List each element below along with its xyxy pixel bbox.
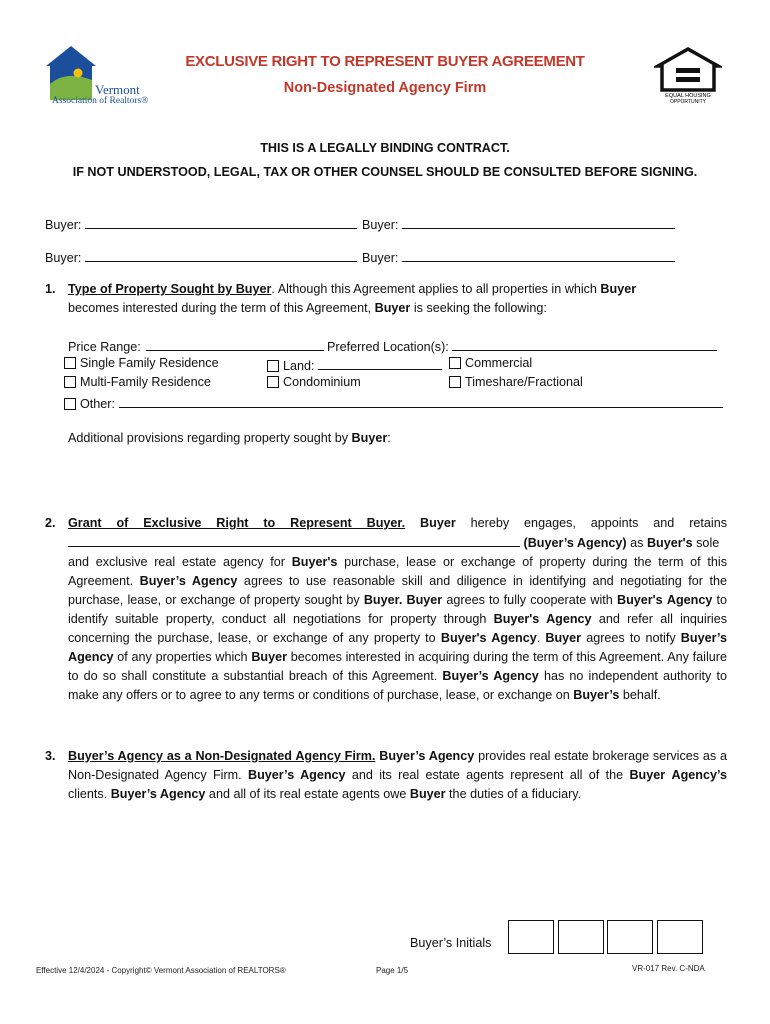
checkbox[interactable]	[449, 376, 461, 388]
buyer-field-1[interactable]	[45, 215, 357, 232]
preferred-location-label: Preferred Location(s):	[327, 340, 449, 354]
notice-line-1: THIS IS A LEGALLY BINDING CONTRACT.	[260, 141, 510, 155]
document-subtitle: Non-Designated Agency Firm	[283, 80, 487, 96]
buyer-label: Buyer:	[45, 251, 82, 265]
footer-effective: Effective 12/4/2024 - Copyright© Vermont Association of REALTORS®	[36, 966, 286, 975]
section-number: 2.	[45, 516, 56, 530]
checkbox[interactable]	[267, 376, 279, 388]
eho-text-1: EQUAL HOUSING	[665, 93, 711, 99]
checkbox[interactable]	[64, 398, 76, 410]
buyer-input-line[interactable]	[85, 215, 357, 229]
agency-name-line[interactable]	[68, 533, 520, 547]
section-heading: Type of Property Sought by Buyer	[68, 282, 272, 296]
section-3: 3. Buyer’s Agency as a Non-Designated Agency Firm. Buyer’s Agency provides real estate brokerage services as a Non-Designated Agency Firm. Buyer’s Agency and its real estate agents represent all of the Buyer Agency’s clients. Buyer’s Agency and all of its real estate agents owe Buyer the duties of a fiduciary.	[45, 749, 728, 801]
footer-page: Page 1/5	[376, 966, 409, 975]
buyer-input-line[interactable]	[402, 248, 675, 262]
buyer-input-line[interactable]	[402, 215, 675, 229]
option-other[interactable]: Other:	[64, 394, 723, 411]
section-number: 3.	[45, 749, 56, 763]
buyer-input-line[interactable]	[85, 248, 357, 262]
notice-line-2: IF NOT UNDERSTOOD, LEGAL, TAX OR OTHER COUNSEL SHOULD BE CONSULTED BEFORE SIGNING.	[72, 165, 698, 179]
checkbox[interactable]	[64, 357, 76, 369]
checkbox[interactable]	[267, 360, 279, 372]
logo-org-subname: Association of Realtors®	[52, 96, 149, 106]
price-range-field[interactable]	[68, 337, 324, 354]
section-1: 1. Type of Property Sought by Buyer. Although this Agreement applies to all properties in which Buyer becomes interested during the term of this Agreement, Buyer is seeking the following:	[45, 282, 637, 315]
section-heading: Buyer’s Agency as a Non-Designated Agency Firm.	[68, 749, 376, 763]
initial-box-2[interactable]	[558, 920, 604, 954]
price-range-line[interactable]	[146, 337, 324, 351]
land-line[interactable]	[318, 356, 442, 370]
section-heading: Grant of Exclusive Right to Represent Buyer.	[68, 516, 406, 530]
option-condominium[interactable]: Condominium	[267, 375, 361, 389]
buyer-field-4[interactable]	[362, 248, 675, 265]
option-single-family[interactable]: Single Family Residence	[64, 356, 219, 370]
checkbox[interactable]	[449, 357, 461, 369]
eho-text-2: OPPORTUNITY	[669, 99, 707, 104]
logo-org-name: Vermont	[95, 82, 140, 97]
buyer-field-2[interactable]	[362, 215, 675, 232]
buyer-label: Buyer:	[362, 251, 399, 265]
initial-box-1[interactable]	[508, 920, 554, 954]
buyers-initials-label: Buyer’s Initials	[410, 936, 492, 950]
other-line[interactable]	[119, 394, 723, 408]
price-range-label: Price Range:	[68, 340, 141, 354]
footer-form-id: VR-017 Rev. C-NDA	[632, 964, 705, 973]
option-timeshare[interactable]: Timeshare/Fractional	[449, 375, 583, 389]
option-commercial[interactable]: Commercial	[449, 356, 532, 370]
initial-box-3[interactable]	[607, 920, 653, 954]
option-land[interactable]: Land:	[267, 356, 442, 373]
checkbox[interactable]	[64, 376, 76, 388]
section-number: 1.	[45, 282, 56, 296]
buyer-field-3[interactable]	[45, 248, 357, 265]
document-title: EXCLUSIVE RIGHT TO REPRESENT BUYER AGREEMENT	[185, 53, 585, 70]
initial-box-4[interactable]	[657, 920, 703, 954]
preferred-location-line[interactable]	[452, 337, 717, 351]
buyer-label: Buyer:	[362, 218, 399, 232]
section-2: 2. Grant of Exclusive Right to Represent Buyer. Buyer hereby engages, appoints and retains (Buyer’s Agency) as Buyer's sole and exclusive real estate agency for Buyer's purchase, lease or exchange of property during the term of this Agreement. Buyer’s Agency agrees to use reasonable skill and diligence in identifying and negotiating for the purchase, lease, or exchange of property sought by Buyer. Buyer agrees to fully cooperate with Buyer's Agency to identify suitable property, conduct all negotiations for property through Buyer's Agency and refer all inquiries concerning the purchase, lease, or exchange of any property to Buyer's Agency. Buyer agrees to notify Buyer’s Agency of any properties which Buyer becomes interested in acquiring during the term of this Agreement. Any failure to do so shall constitute a substantial breach of this Agreement. Buyer’s Agency has no independent authority to make any offers or to agree to any terms or conditions of purchase, lease, or exchange on Buyer’s behalf.	[45, 516, 728, 702]
buyer-label: Buyer:	[45, 218, 82, 232]
option-multi-family[interactable]: Multi-Family Residence	[64, 375, 211, 389]
additional-provisions: Additional provisions regarding property sought by Buyer:	[68, 431, 391, 445]
preferred-location-field[interactable]	[327, 337, 717, 354]
equal-housing-icon	[654, 46, 722, 104]
